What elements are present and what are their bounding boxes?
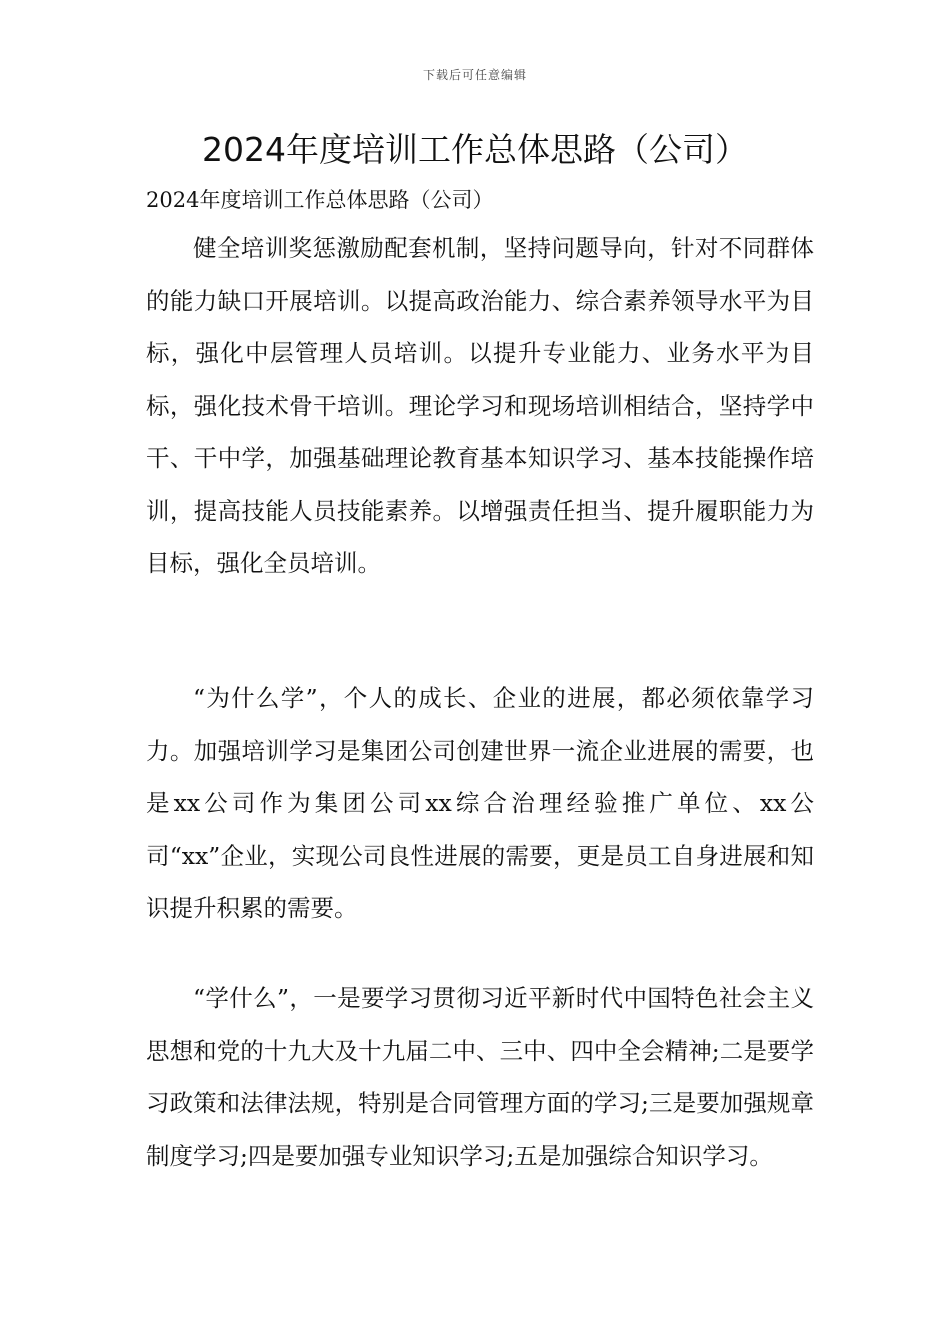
header-note: 下载后可任意编辑 (422, 68, 527, 82)
paragraph-1: 健全培训奖惩激励配套机制，坚持问题导向，针对不同群体的能力缺口开展培训。以提高政治能力、综合素养领导水平为目标，强化中层管理人员培训。以提升专业能力、业务水平为目标，强化技术骨干培训。理论学习和现场培训相结合，坚持学中干、干中学，加强基础理论教育基本知识学习、基本技能操作培训，提高技能人员技能素养。以增强责任担当、提升履职能力为目标，强化全员培训。 (146, 234, 814, 577)
document-title: 2024年度培训工作总体思路（公司） (202, 130, 748, 169)
paragraph-3: “学什么”，一是要学习贯彻习近平新时代中国特色社会主义思想和党的十九大及十九届二中、三中、四中全会精神;二是要学习政策和法律法规，特别是合同管理方面的学习;三是要加强规章制度学习;四是要加强专业知识学习;五是加强综合知识学习。 (146, 984, 814, 1170)
paragraph-2: “为什么学”，个人的成长、企业的进展，都必须依靠学习力。加强培训学习是集团公司创建世界一流企业进展的需要，也是xx公司作为集团公司xx综合治理经验推广单位、xx公司“xx”企业，实现公司良性进展的需要，更是员工自身进展和知识提升积累的需要。 (146, 684, 814, 922)
document-subtitle: 2024年度培训工作总体思路（公司） (146, 188, 494, 212)
